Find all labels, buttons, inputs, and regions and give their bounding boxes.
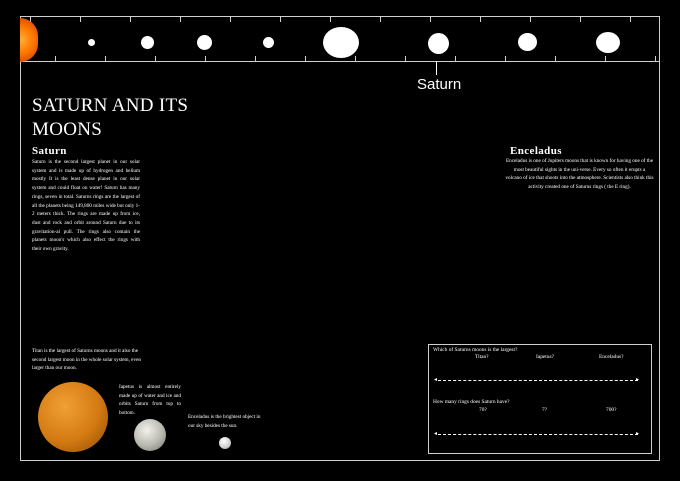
mercury-icon [88,39,95,46]
saturn-paragraph: Saturn is the second largest planet in our solar system and is made up of hydrogen and helium mostly It is the least dense planet in our solar system and could float on water! Saturn has many rings, seven in total. Saturns rings are the largest of all the planets being 149,800 miles wide but only 1-2 meters thick. The rings are made up from ice, dust and rock and orbit around Saturn due to its gravitation-al pull. The rings also contain the planets moon's which also effect the rings with their own gravity. [32,159,140,253]
jupiter-icon [323,27,359,58]
quiz-q2-option-2[interactable]: 7? [542,407,548,413]
iapetus-caption: Iapetus is almost entirely made up of water and ice and orbits Saturn from top to bottom. [119,384,181,417]
page-title: SATURN AND ITS MOONS [32,95,189,140]
quiz-question-2: How many rings does Saturn have? [433,399,510,405]
uranus-icon [518,33,537,51]
iapetus-moon-image [134,419,166,451]
ruler-top-line [20,16,660,17]
quiz-q1-option-2[interactable]: Iapetus? [536,354,554,360]
venus-icon [141,36,154,49]
quiz-q2-option-3[interactable]: 700? [606,407,617,413]
enceladus-paragraph: Enceladus is one of Jupiters moons that is known for having one of the most beautiful sights in the uni-verse. Every so often it erupts a volcano of ice that shoots into the atmosphere. Scientists also think this activity created one of Saturns rings ( the E ring). [505,158,654,191]
quiz-q1-option-1[interactable]: Titan? [475,354,489,360]
saturn-pointer-label: Saturn [417,76,462,93]
saturn-heading: Saturn [32,145,67,157]
quiz-q1-answer-line [438,380,638,381]
saturn-pointer-line [436,61,437,75]
quiz-q1-option-3[interactable]: Enceladus? [599,354,624,360]
titan-moon-image [38,382,108,452]
saturn-icon [428,33,449,54]
neptune-icon [596,32,620,53]
enceladus-caption: Enceladus is the brightest object in our sky besides the sun. [188,414,261,429]
quiz-q2-answer-line [438,434,638,435]
arrow-right-icon: ▸ [636,431,640,437]
arrow-left-icon: ◂ [434,377,438,383]
enceladus-heading: Enceladus [510,145,562,157]
mars-icon [263,37,274,48]
quiz-question-1: Which of Saturns moons is the largest? [433,347,518,353]
arrow-left-icon: ◂ [434,431,438,437]
arrow-right-icon: ▸ [636,377,640,383]
ruler-line [20,61,660,62]
quiz-q2-option-1[interactable]: 70? [479,407,487,413]
earth-icon [197,35,212,50]
titan-caption: Titan is the largest of Saturns moons and it also the second largest moon in the whole solar system, even larger than our moon. [32,348,141,372]
enceladus-moon-image [219,437,231,449]
